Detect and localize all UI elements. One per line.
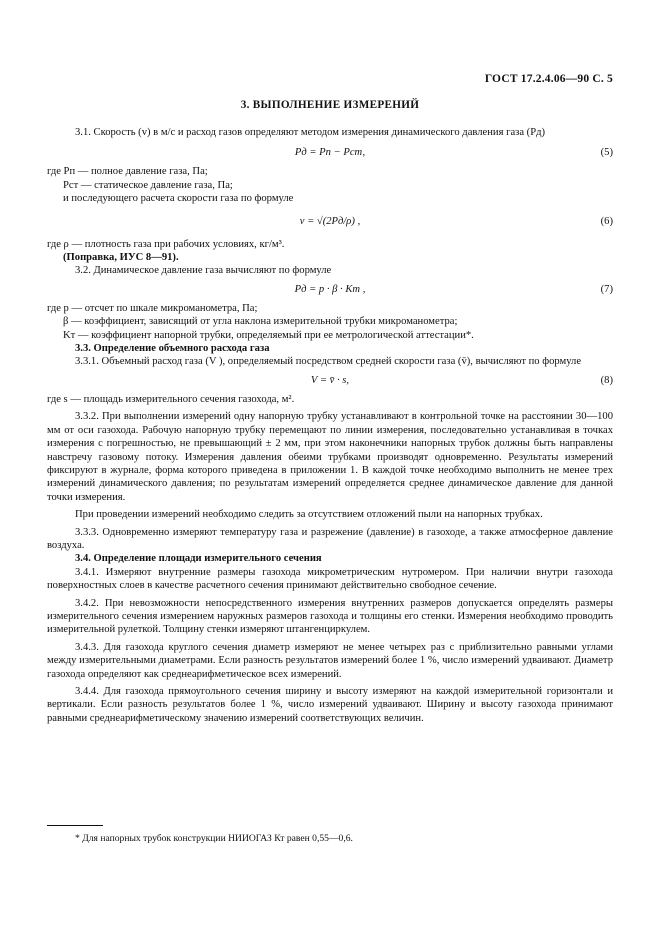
document-body (47, 126, 613, 725)
where-5-c: и последующего расчета скорости газа по формуле (63, 193, 294, 205)
footnote-divider (47, 825, 103, 826)
where-6: где ρ — плотность газа при рабочих условиях, кг/м³. (47, 238, 285, 250)
where-7-b: β — коэффициент, зависящий от угла наклона измерительной трубки микроманометра; (63, 316, 458, 328)
formula-6-number: (6) (600, 215, 613, 227)
where-5-b: Pст — статическое давление газа, Па; (63, 179, 233, 191)
paragraph-3-3-2-b: При проведении измерений необходимо следить за отсутствием отложений пыли на напорных трубках. (75, 509, 543, 521)
paragraph-3-4-3: 3.4.3. Для газохода круглого сечения диаметр измеряют не менее четырех раз с приблизительно равными углами между измерительными диаметрами. Если разность результатов измерений более 1 %, число измерений удваивают. Диаметр газохода определяют как среднеарифметическое всех измерений. (47, 641, 613, 680)
footnote: * Для напорных трубок конструкции НИИОГАЗ Кт равен 0,55—0,6. (75, 833, 353, 844)
paragraph-3-4-4: 3.4.4. Для газохода прямоугольного сечения ширину и высоту измеряют на каждой измерительной горизонтали и вертикали. Если разность результатов более 1 %, число измерений удваивают. Ширину и высоту газохода принимают равными среднеарифметическому значению измерений соответствующих величин. (47, 686, 613, 724)
paragraph-3-1: 3.1. Скорость (v) в м/с и расход газов определяют методом измерения динамического давления газа (Pд) (75, 127, 546, 138)
where-8: где s — площадь измерительного сечения газохода, м². (47, 393, 295, 405)
formula-7 (47, 278, 613, 302)
heading-3-4: 3.4. Определение площади измерительного сечения (75, 553, 322, 565)
formula-5 (47, 141, 613, 165)
amendment-note: (Поправка, ИУС 8—91). (63, 252, 179, 264)
formula-8-number: (8) (600, 374, 613, 386)
paragraph-3-2: 3.2. Динамическое давление газа вычисляют по формуле (75, 265, 332, 277)
paragraph-3-4-1: 3.4.1. Измеряют внутренние размеры газохода микрометрическим нутромером. При наличии внутри газохода поверхностных слоев в качестве расчетного сечения принимают действительно свободное сечение. (47, 566, 613, 592)
formula-7-number: (7) (600, 283, 613, 295)
heading-3-3: 3.3. Определение объемного расхода газа (75, 343, 270, 355)
formula-7-expression: Pд = p · β · Kт , (294, 283, 366, 295)
paragraph-3-4-2: 3.4.2. При невозможности непосредственного измерения внутренних размеров допускается определять размеры измерительного сечения измерением наружных размеров газохода и толщины его стенки. Измерения необходимо проводить измерительной рулеткой. Толщину стенки измеряют штангенциркулем. (47, 597, 613, 636)
where-7-a: где p — отсчет по шкале микроманометра, Па; (47, 302, 258, 314)
formula-6 (47, 206, 613, 238)
page-header: ГОСТ 17.2.4.06—90 С. 5 (484, 73, 613, 85)
formula-8-expression: V = v̄ · s, (310, 374, 350, 386)
formula-8 (47, 369, 613, 393)
formula-5-expression: Pд = Pп − Pст, (294, 147, 366, 159)
paragraph-3-3-2: 3.3.2. При выполнении измерений одну напорную трубку устанавливают в контрольной точке на расстоянии 30—100 мм от оси газохода. Рабочую напорную трубку перемещают по линии измерения, последовательно устанавливая в точках измерения с погрешностью, не превышающий ± 2 мм, при этом наконечники напорных трубок должны быть направлены навстречу газовому потоку. Измерения давления обеими трубками производят одновременно. Результаты измерений фиксируют в журнале, форма которого приведена в приложении 1. В каждой точке необходимо выполнить не менее трех измерений динамического давления; по результатам измерений определяется среднее динамическое давление для данной точки измерения. (47, 411, 613, 503)
paragraph-3-3-1: 3.3.1. Объемный расход газа (V ), определяемый посредством средней скорости газа (v̄), вычисляют по формуле (75, 356, 582, 368)
section-title: 3. ВЫПОЛНЕНИЕ ИЗМЕРЕНИЙ (240, 99, 420, 111)
where-7-c: Kт — коэффициент напорной трубки, определяемый при ее метрологической аттестации*. (63, 329, 474, 341)
where-5-a: где Pп — полное давление газа, Па; (47, 166, 208, 178)
paragraph-3-3-3: 3.3.3. Одновременно измеряют температуру газа и разрежение (давление) в газоходе, а также атмосферное давление воздуха. (47, 526, 613, 551)
formula-5-number: (5) (600, 147, 613, 159)
formula-6-expression: v = √(2Pд/ρ) , (299, 215, 361, 227)
